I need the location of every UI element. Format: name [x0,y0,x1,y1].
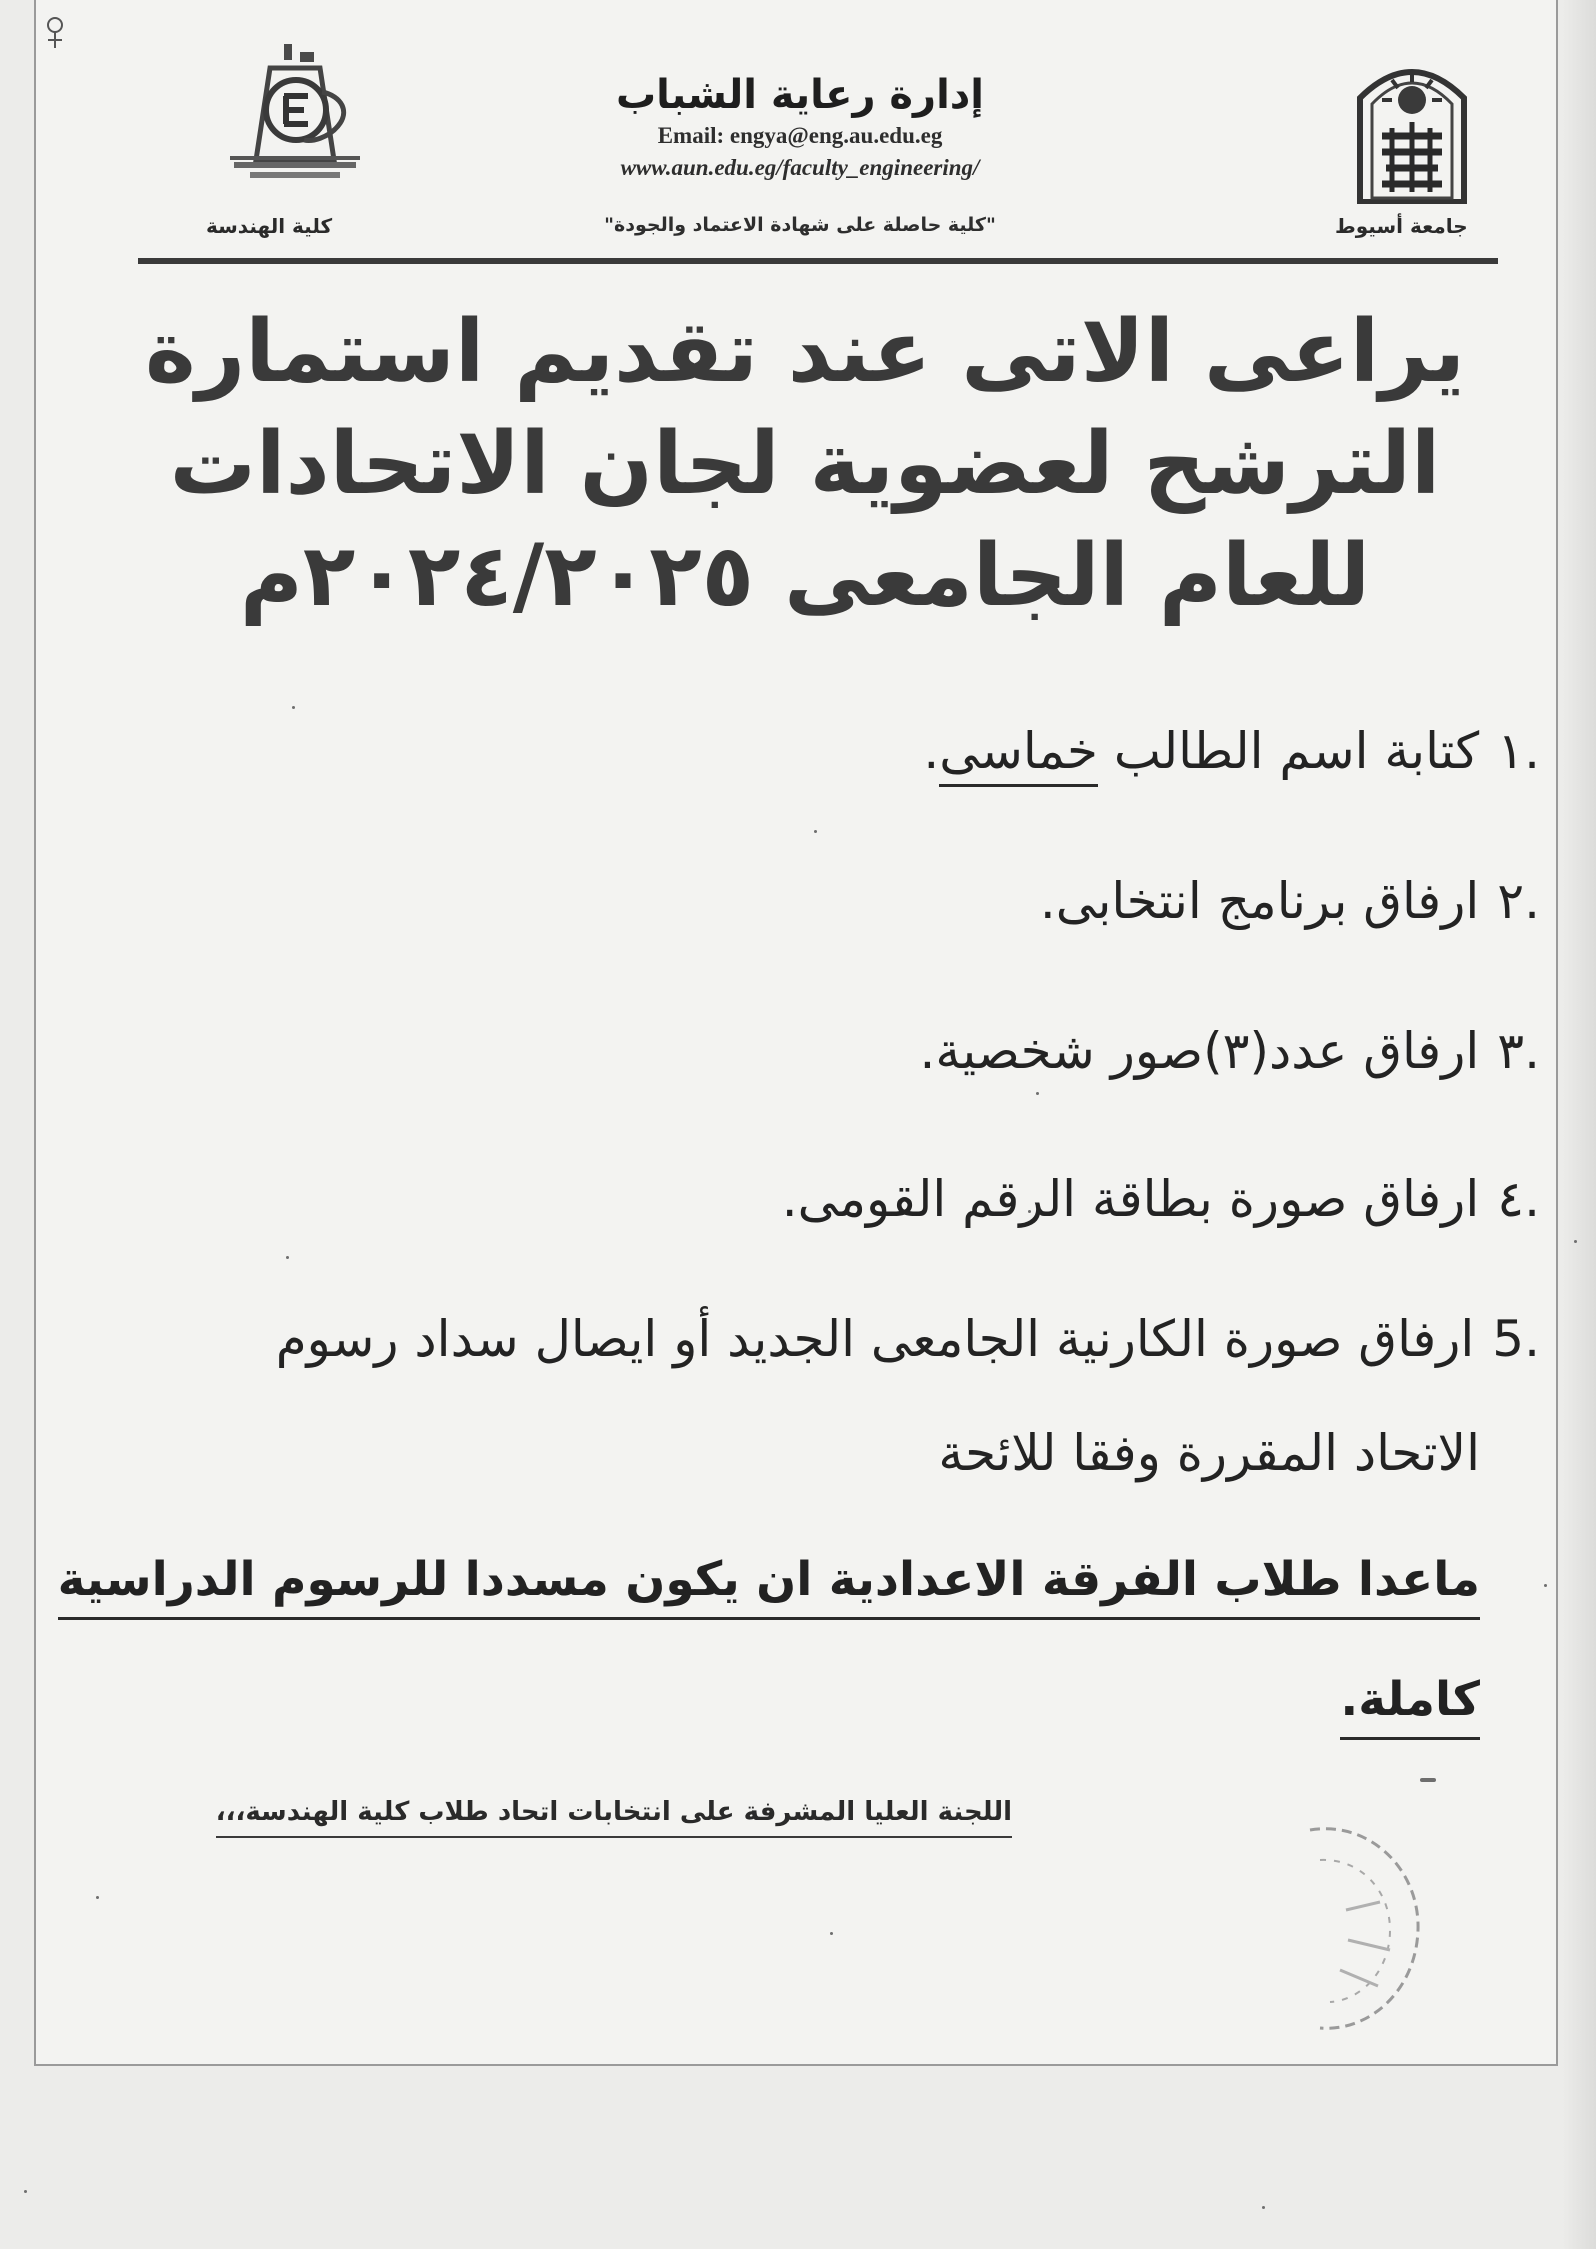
item-number: .٣ [1497,1022,1540,1080]
scan-speck [24,2190,27,2193]
item-number: .٢ [1497,872,1540,930]
item-text: ارفاق صورة الكارنية الجامعى الجديد أو ايصال سداد رسوم [275,1310,1475,1368]
list-item [782,1166,1540,1232]
scan-speck [96,1896,99,1899]
accreditation-line: "كلية حاصلة على شهادة الاعتماد والجودة" [604,214,996,236]
exception-note-end [1340,1668,1480,1732]
department-name: إدارة رعاية الشباب [615,72,985,118]
email-line: Email: engya@eng.au.edu.eg [657,123,943,148]
committee-signature: اللجنة العليا المشرفة على انتخابات اتحاد طلاب كلية الهندسة،،، [216,1792,1012,1838]
scan-speck [1574,1240,1577,1243]
list-item [1040,868,1540,934]
list-item [923,718,1540,784]
list-item [276,1306,1540,1372]
title-line-3: للعام الجامعى ٢٠٢٤/٢٠٢٥م [239,526,1371,626]
exception-note-line-2: كاملة. [1340,1672,1480,1740]
item-text: ارفاق صورة بطاقة الرقم القومى. [781,1170,1480,1228]
exception-note-line-1: ماعدا طلاب الفرقة الاعدادية ان يكون مسددا للرسوم الدراسية [58,1552,1480,1620]
list-item [920,1018,1541,1084]
faded-stamp-icon [1250,1810,1430,2040]
title-line-2: الترشح لعضوية لجان الاتحادات [169,414,1441,514]
item-text-end: . [923,722,940,780]
scan-edge [1562,0,1596,2249]
item-number: .٤ [1497,1170,1540,1228]
item-text: ارفاق عدد(٣)صور شخصية. [919,1022,1480,1080]
item-number: .5 [1492,1310,1540,1368]
exception-note [58,1548,1480,1612]
item-number: .١ [1497,722,1540,780]
faculty-caption: كلية الهندسة [206,214,333,238]
university-caption: جامعة أسيوط [1335,214,1468,238]
item-underlined-word: خماسى [939,722,1098,787]
scan-speck [1544,1584,1547,1587]
title-line-1: يراعى الاتى عند تقديم استمارة [144,302,1466,402]
list-item-continuation: الاتحاد المقررة وفقا للائحة [938,1424,1480,1482]
item-text: كتابة اسم الطالب [1097,722,1480,780]
website-line: www.aun.edu.eg/faculty_engineering/ [620,155,980,180]
item-text: ارفاق برنامج انتخابى. [1039,872,1480,930]
